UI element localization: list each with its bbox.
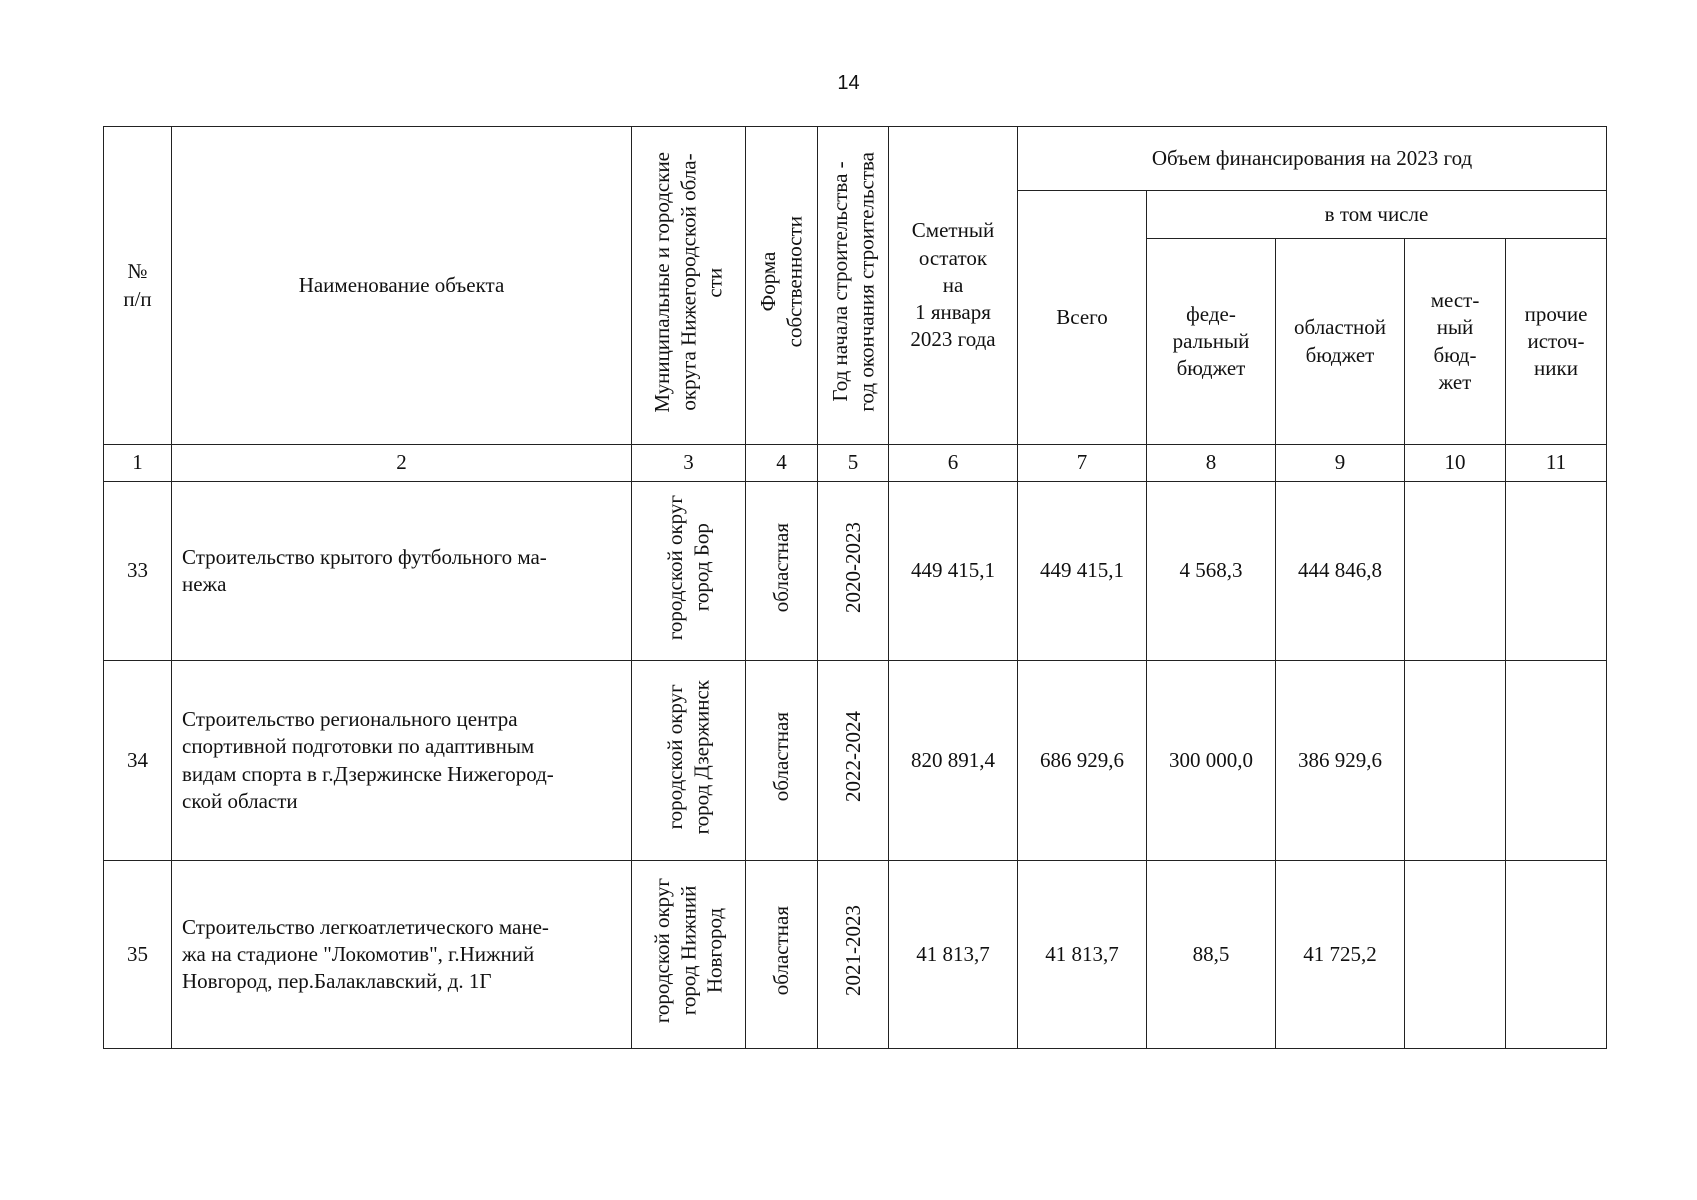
col-number: 7 [1018, 445, 1147, 482]
header-num: № п/п [104, 127, 172, 445]
col-number: 1 [104, 445, 172, 482]
row-ownership-cell [746, 861, 818, 1049]
row-ownership-cell [746, 661, 818, 861]
page-number: 14 [837, 72, 860, 94]
row-other [1506, 661, 1607, 861]
row-ownership-cell [746, 482, 818, 661]
row-num: 33 [104, 482, 172, 661]
row-regional: 444 846,8 [1276, 482, 1405, 661]
row-years-cell [818, 861, 889, 1049]
row-district: городской округ город Бор [663, 494, 714, 640]
row-total: 686 929,6 [1018, 661, 1147, 861]
row-total: 41 813,7 [1018, 861, 1147, 1049]
row-federal: 300 000,0 [1147, 661, 1276, 861]
row-balance: 820 891,4 [889, 661, 1018, 861]
row-years-cell [818, 482, 889, 661]
row-district: городской округ город Нижний Новгород [650, 878, 727, 1024]
header-other: прочие источ- ники [1506, 239, 1607, 445]
row-object-name: Строительство легкоатлетического мане- жа на стадионе "Локомотив", г.Нижний Новгород, пер.Балаклавский, д. 1Г [172, 861, 632, 1049]
row-regional: 386 929,6 [1276, 661, 1405, 861]
row-years: 2021-2023 [840, 905, 865, 997]
col-number: 2 [172, 445, 632, 482]
row-local [1405, 661, 1506, 861]
col-number: 10 [1405, 445, 1506, 482]
col-number: 8 [1147, 445, 1276, 482]
col-number: 3 [632, 445, 746, 482]
row-ownership: областная [769, 522, 794, 612]
row-balance: 41 813,7 [889, 861, 1018, 1049]
row-district-cell [632, 661, 746, 861]
row-federal: 4 568,3 [1147, 482, 1276, 661]
header-regional: областной бюджет [1276, 239, 1405, 445]
row-district-cell [632, 482, 746, 661]
row-local [1405, 482, 1506, 661]
header-district-cell [632, 127, 746, 445]
table-row [104, 482, 1607, 661]
header-ownership-cell [746, 127, 818, 445]
table-row [104, 661, 1607, 861]
row-regional: 41 725,2 [1276, 861, 1405, 1049]
header-row-1 [104, 127, 1607, 191]
row-district-cell [632, 861, 746, 1049]
row-ownership: областная [769, 712, 794, 802]
row-other [1506, 482, 1607, 661]
col-number: 5 [818, 445, 889, 482]
table-row [104, 861, 1607, 1049]
header-name: Наименование объекта [172, 127, 632, 445]
header-district: Муниципальные и городские округа Нижегородской обла- сти [650, 151, 727, 413]
row-years-cell [818, 661, 889, 861]
col-number: 6 [889, 445, 1018, 482]
row-local [1405, 861, 1506, 1049]
col-number: 4 [746, 445, 818, 482]
header-ownership: Форма собственности [756, 216, 807, 348]
row-federal: 88,5 [1147, 861, 1276, 1049]
header-years: Год начала строительства - год окончания строительства [827, 152, 878, 412]
header-local: мест- ный бюд- жет [1405, 239, 1506, 445]
header-federal: феде- ральный бюджет [1147, 239, 1276, 445]
row-total: 449 415,1 [1018, 482, 1147, 661]
construction-funding-table [103, 126, 1607, 1049]
row-other [1506, 861, 1607, 1049]
row-ownership: областная [769, 906, 794, 996]
row-object-name: Строительство крытого футбольного ма- нежа [172, 482, 632, 661]
col-number: 9 [1276, 445, 1405, 482]
header-total: Всего [1018, 191, 1147, 445]
row-num: 34 [104, 661, 172, 861]
header-balance: Сметный остаток на 1 января 2023 года [889, 127, 1018, 445]
row-object-name: Строительство регионального центра спортивной подготовки по адаптивным видам спорта в г.Дзержинске Нижегород- ской области [172, 661, 632, 861]
header-including: в том числе [1147, 191, 1607, 239]
row-balance: 449 415,1 [889, 482, 1018, 661]
header-years-cell [818, 127, 889, 445]
row-years: 2020-2023 [840, 521, 865, 613]
col-number: 11 [1506, 445, 1607, 482]
row-num: 35 [104, 861, 172, 1049]
row-years: 2022-2024 [840, 711, 865, 803]
header-funding-group: Объем финансирования на 2023 год [1018, 127, 1607, 191]
column-number-row [104, 445, 1607, 482]
row-district: городской округ город Дзержинск [663, 679, 714, 835]
